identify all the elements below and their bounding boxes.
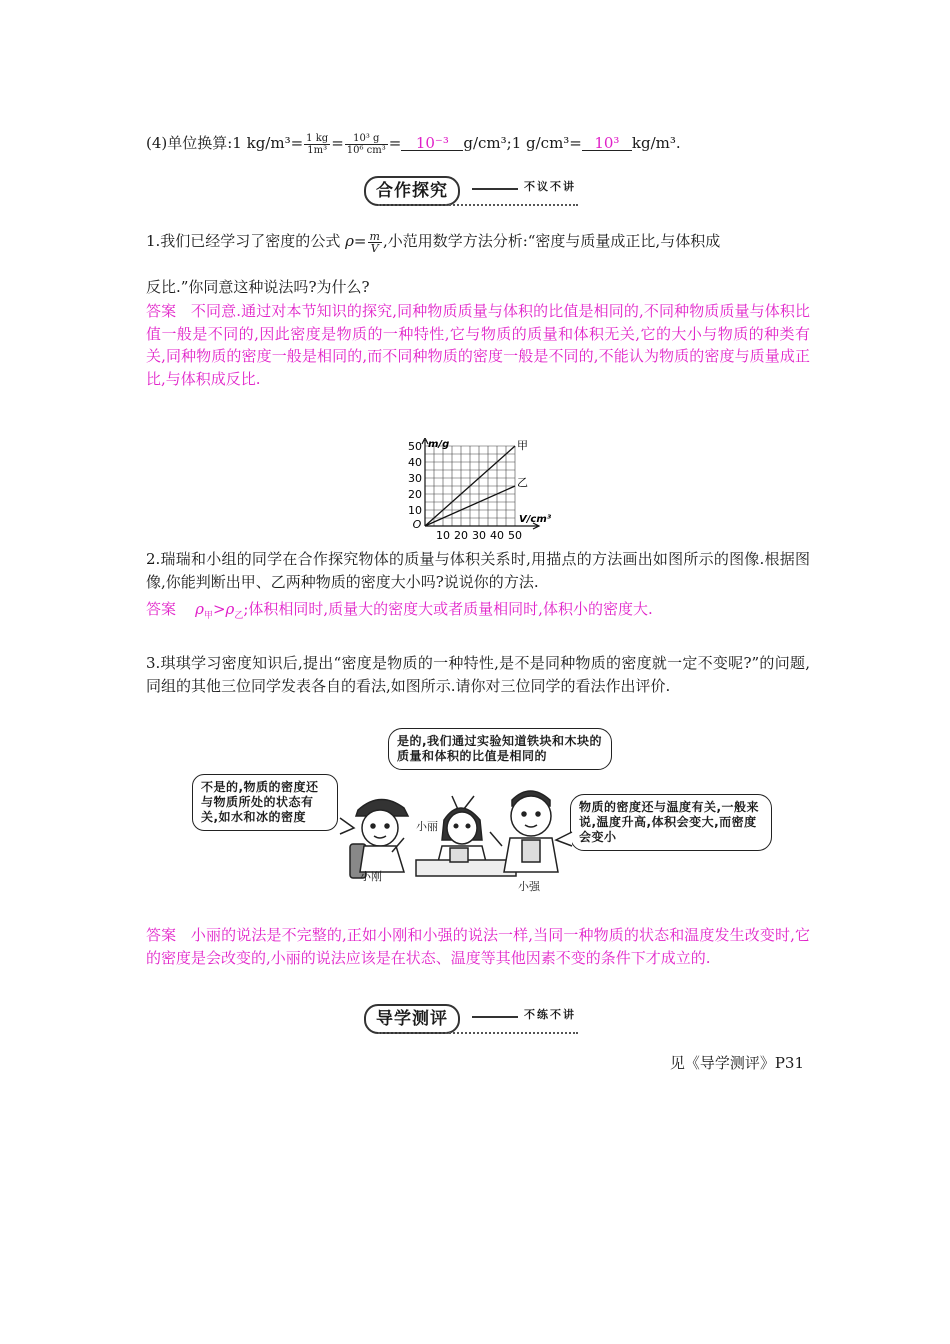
banner-tag: 不练不讲 (524, 1008, 576, 1021)
answer-text: 不同意.通过对本节知识的探究,同种物质质量与体积的比值是相同的,不同种物质质量与体积比值一般是不同的,因此密度是物质的一种特性,它与物质的质量和体积无关,它的大小与物质的种类有关,同种物质的密度一般是相同的,而不同种物质的密度一般是不同的,不能认为物质的密度与质量成正比,与体积成反比. (146, 302, 810, 388)
rho-symbol: ρ (195, 600, 204, 618)
answer-label: 答案 (146, 302, 177, 320)
bubble-tail (340, 818, 354, 834)
question-1-text: 1.我们已经学习了密度的公式 (146, 232, 341, 250)
question-2-text: 2.瑞瑞和小组的同学在合作探究物体的质量与体积关系时,用描点的方法画出如图所示的图像.根据图像,你能判断出甲、乙两种物质的密度大小吗?说说你的方法. (146, 550, 810, 591)
equals-sign: = (388, 134, 402, 152)
unit-conversion-suffix: kg/m³. (631, 134, 681, 152)
rho-symbol: ρ (225, 600, 235, 618)
banner-underline (378, 204, 578, 206)
y-axis-label: m/g (428, 439, 450, 450)
banner-title: 合作探究 (364, 176, 460, 206)
answer-blank-2: 10³ (582, 136, 632, 151)
workbook-reference: 见《导学测评》P31 (669, 1054, 804, 1072)
banner-tag: 不议不讲 (524, 180, 576, 193)
answer-blank-1: 10⁻³ (401, 136, 463, 151)
question-1-text-cont: ,小范用数学方法分析:“密度与质量成正比,与体积成 (382, 232, 721, 250)
banner-underline (378, 1032, 578, 1034)
y-tick-label: 20 (408, 488, 422, 501)
x-tick-label: 10 (436, 529, 450, 542)
banner-dash (472, 188, 518, 190)
density-formula-fraction (368, 231, 382, 254)
cartoon-figures (190, 722, 770, 892)
bubble-tail (556, 832, 572, 846)
caption-xiaoli: 小丽 (416, 820, 438, 833)
answer-text: ;体积相同时,质量大的密度大或者质量相同时,体积小的密度大. (243, 600, 653, 618)
x-axis-label: V/cm³ (519, 514, 552, 525)
unit-conversion-prefix: (4)单位换算:1 kg/m³= (146, 134, 304, 152)
x-tick-label: 30 (472, 529, 486, 542)
subscript-jia: 甲 (203, 611, 213, 621)
answer-label: 答案 (146, 926, 177, 944)
fraction-kg-per-m3 (304, 133, 330, 156)
unit-conversion-line (146, 132, 681, 156)
fraction-numerator: 1 kg (306, 132, 329, 144)
speech-bubble-xiaoqiang: 物质的密度还与温度有关,一般来说,温度升高,体积会变大,而密度会变小 (570, 794, 772, 851)
density-formula-lhs: ρ= (345, 232, 367, 250)
banner-dash (472, 1016, 518, 1018)
student-xiaogang-figure (350, 799, 408, 878)
speech-bubble-xiaoli: 是的,我们通过实验知道铁块和木块的质量和体积的比值是相同的 (388, 728, 612, 770)
answer-text: 小丽的说法是不完整的,正如小刚和小强的说法一样,当同一种物质的状态和温度发生改变时,它的密度是会改变的,小丽的说法应该是在状态、温度等其他因素不变的条件下才成立的. (146, 926, 810, 967)
students-illustration (190, 722, 770, 892)
equals-sign: = (331, 134, 344, 152)
series-label-yi: 乙 (517, 476, 528, 489)
origin-label: O (412, 518, 422, 531)
banner-title: 导学测评 (364, 1004, 460, 1034)
series-label-jia: 甲 (517, 439, 528, 452)
mass-volume-chart (395, 438, 555, 546)
unit-conversion-middle: g/cm³;1 g/cm³= (463, 134, 582, 152)
y-tick-label: 10 (408, 504, 422, 517)
x-tick-label: 50 (508, 529, 522, 542)
greater-than: > (212, 600, 226, 618)
question-1-line-2: 反比.”你同意这种说法吗?为什么? (146, 278, 370, 296)
fraction-denominator: V (370, 241, 379, 255)
question-1-line-1 (146, 230, 720, 254)
fraction-numerator: 10³ g (345, 133, 388, 145)
fraction-g-per-cm3 (345, 133, 388, 156)
fraction-denominator: 1m³ (307, 144, 328, 156)
fraction-denominator: 10⁶ cm³ (346, 144, 386, 156)
section-banner-assessment (364, 1002, 586, 1036)
y-tick-label: 50 (408, 440, 422, 453)
section-banner-cooperative (364, 174, 586, 208)
y-tick-label: 40 (408, 456, 422, 469)
question-1-answer (146, 300, 810, 390)
x-tick-label: 40 (490, 529, 504, 542)
caption-xiaogang: 小刚 (360, 870, 382, 883)
question-2-answer (146, 598, 653, 627)
y-tick-label: 30 (408, 472, 422, 485)
answer-label: 答案 (146, 600, 177, 618)
question-3-text: 3.琪琪学习密度知识后,提出“密度是物质的一种特性,是不是同种物质的密度就一定不变呢?”的问题,同组的其他三位同学发表各自的看法,如图所示.请你对三位同学的看法作出评价. (146, 654, 810, 695)
question-3-answer (146, 924, 810, 969)
speech-bubble-xiaogang: 不是的,物质的密度还与物质所处的状态有关,如水和冰的密度 (192, 774, 338, 831)
subscript-yi: 乙 (234, 611, 244, 621)
fraction-numerator: m (369, 229, 380, 243)
x-tick-label: 20 (454, 529, 468, 542)
caption-xiaoqiang: 小强 (518, 880, 540, 893)
